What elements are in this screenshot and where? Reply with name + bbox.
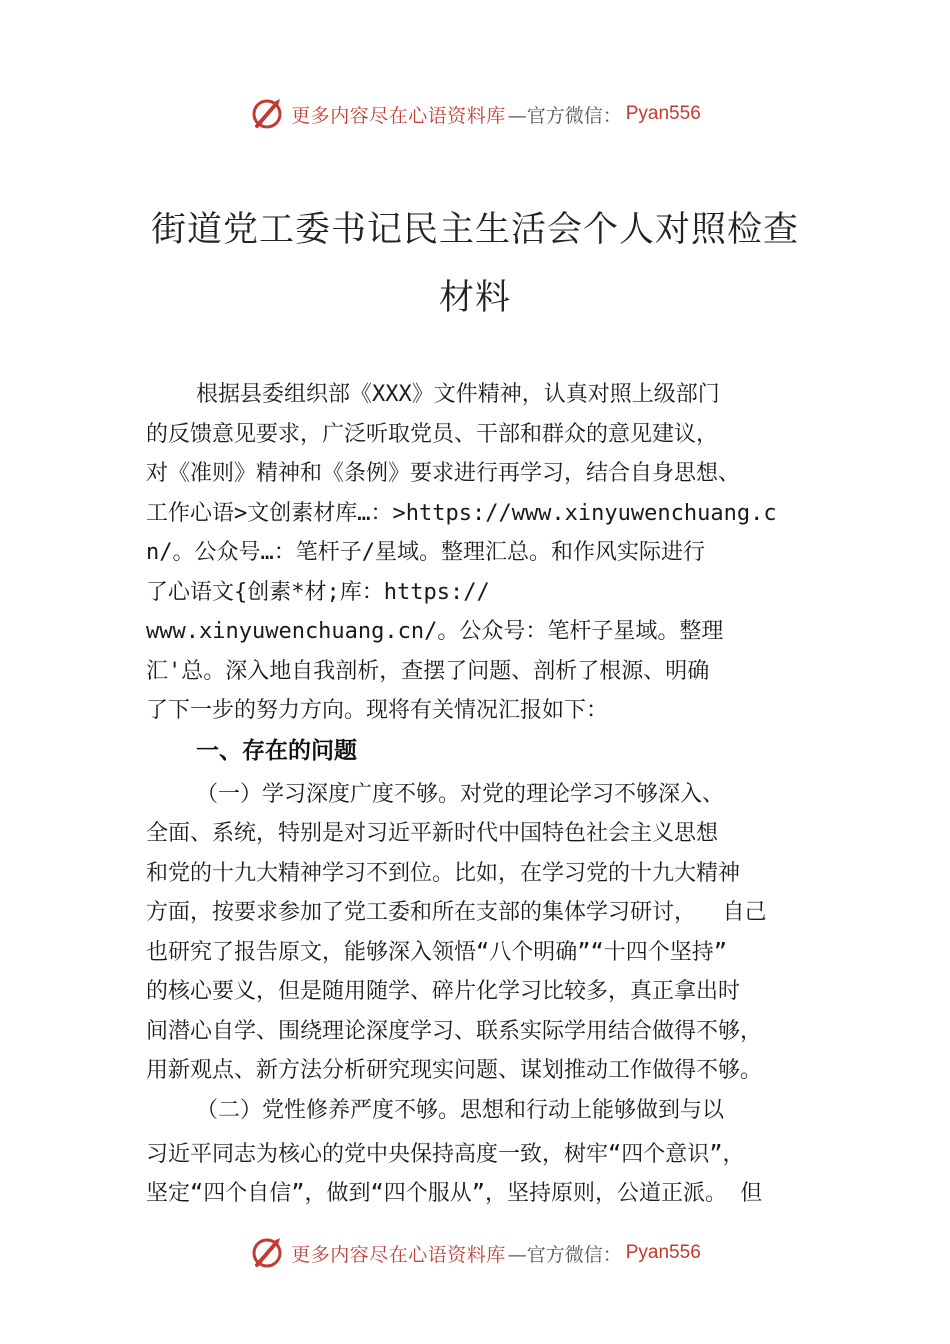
wechat-id: Pyan556 [625, 1242, 701, 1263]
text-line: 工作心语>文创素材库…：>https://www.xinyuwenchuang.c [146, 501, 777, 526]
text-line: www.xinyuwenchuang.cn/。公众号：笔杆子星域。整理 [146, 619, 724, 644]
document-title-line1: 街道党工委书记民主生活会个人对照检查 [150, 210, 799, 250]
library-name: 更多内容尽在心语资料库 [291, 104, 506, 127]
text-line: （一）学习深度广度不够。对党的理论学习不够深入、 [196, 782, 725, 807]
text-line: 了下一步的努力方向。现将有关情况汇报如下： [146, 698, 609, 723]
official-wechat-label: —官方微信： [507, 104, 622, 127]
header-banner [0, 94, 950, 134]
official-wechat-label: —官方微信： [507, 1243, 622, 1266]
footer-banner [0, 1233, 950, 1273]
text-line: 全面、系统，特别是对习近平新时代中国特色社会主义思想 [146, 821, 719, 846]
text-line: 对《准则》精神和《条例》要求进行再学习，结合自身思想、 [146, 461, 741, 486]
text-line: 的反馈意见要求，广泛听取党员、干部和群众的意见建议， [146, 422, 719, 447]
document-title-line2: 材料 [438, 278, 511, 318]
text-line: n/。公众号…：笔杆子/星域。整理汇总。和作风实际进行 [146, 540, 705, 565]
text-line: 用新观点、新方法分析研究现实问题、谋划推动工作做得不够。 [146, 1058, 763, 1083]
text-line: 了心语文{创素*材;库：https:// [146, 580, 490, 605]
text-line: 的核心要义，但是随用随学、碎片化学习比较多，真正拿出时 [146, 979, 741, 1004]
text-line: 习近平同志为核心的党中央保持高度一致，树牢“四个意识”， [146, 1142, 745, 1167]
text-line: 方面，按要求参加了党工委和所在支部的集体学习研讨， 自己 [146, 900, 767, 925]
brush-logo-icon [249, 96, 285, 132]
brush-logo-icon [249, 1235, 285, 1271]
text-line: 汇'总。深入地自我剖析，查摆了问题、剖析了根源、明确 [146, 659, 710, 684]
text-line: 和党的十九大精神学习不到位。比如，在学习党的十九大精神 [146, 861, 741, 886]
section-heading: 一、存在的问题 [196, 738, 357, 764]
text-line: 根据县委组织部《XXX》文件精神，认真对照上级部门 [196, 382, 720, 407]
text-line: 也研究了报告原文，能够深入领悟“八个明确”“十四个坚持” [146, 940, 727, 965]
text-line: （二）党性修养严度不够。思想和行动上能够做到与以 [196, 1098, 725, 1123]
text-line: 坚定“四个自信”，做到“四个服从”，坚持原则，公道正派。 但 [146, 1181, 763, 1206]
wechat-id: Pyan556 [625, 103, 701, 124]
text-line: 间潜心自学、围绕理论深度学习、联系实际学用结合做得不够， [146, 1019, 763, 1044]
library-name: 更多内容尽在心语资料库 [291, 1243, 506, 1266]
